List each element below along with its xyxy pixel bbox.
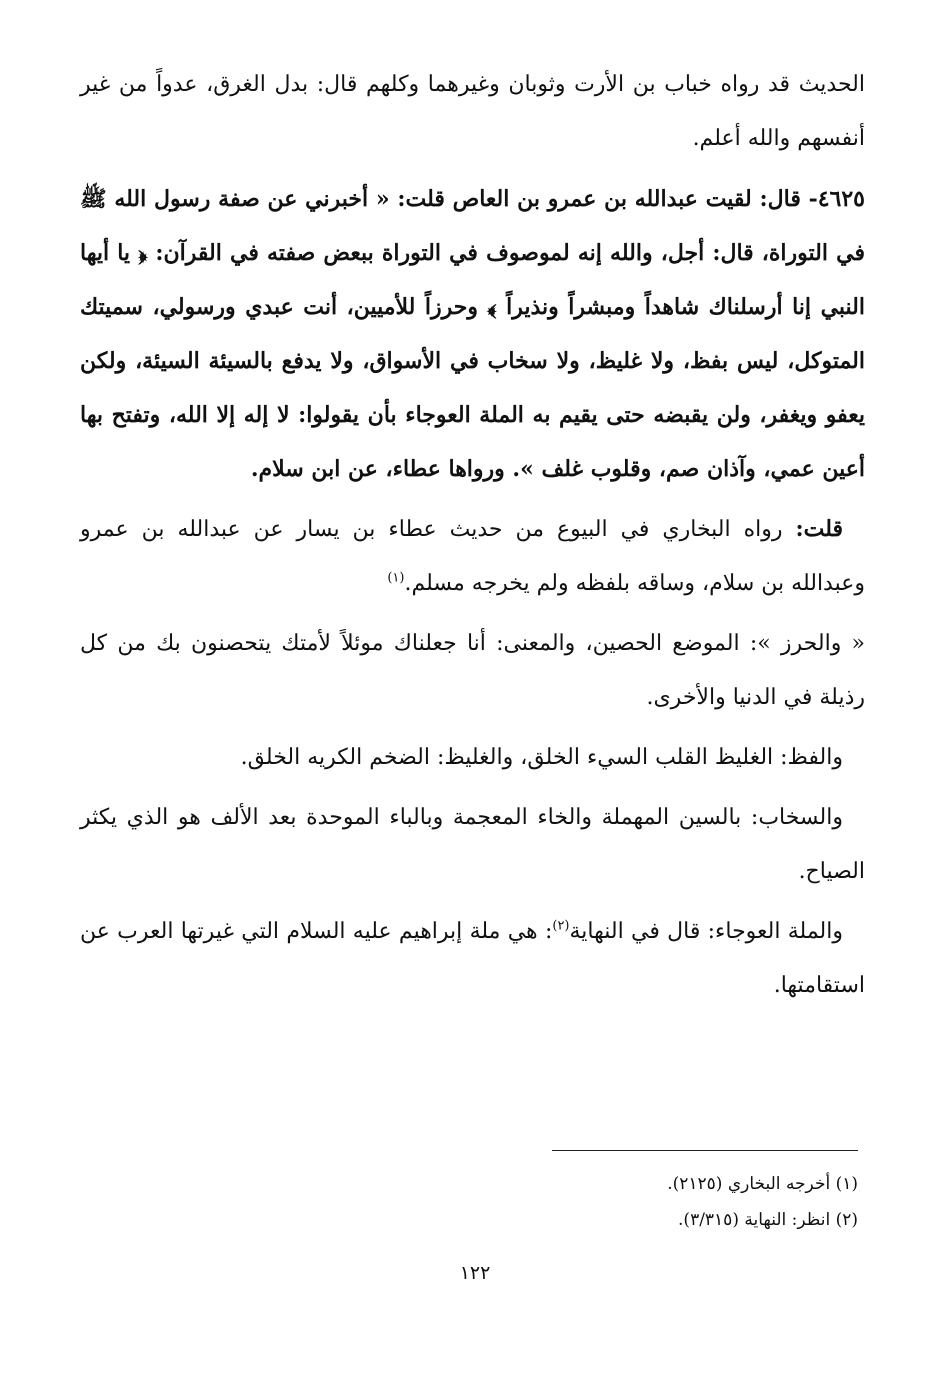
paragraph-1: الحديث قد رواه خباب بن الأرت وثوبان وغيرهما وكلهم قال: بدل الغرق، عدواً من غير أنفسهم والله أعلم. (80, 72, 865, 151)
paragraph-sakhkhab: والسخاب: بالسين المهملة والخاء المعجمة وبالباء الموحدة بعد الألف هو الذي يكثر الصياح. (80, 805, 865, 884)
milla-text-b: : هي ملة إبراهيم عليه السلام التي غيرتها العرب عن استقامتها. (80, 919, 865, 998)
footnote-1: (١) أخرجه البخاري (٢١٢٥). (667, 1174, 858, 1194)
footnote-2: (٢) انظر: النهاية (٣/٣١٥). (678, 1210, 858, 1230)
paragraph-milla (80, 905, 865, 1013)
hadith-4625: ٤٦٢٥- قال: لقيت عبدالله بن عمرو بن العاص قلت: « أخبرني عن صفة رسول الله ﷺ في التوراة، قال: أجل، والله إنه لموصوف في التوراة ببعض صفته في القرآن: ﴿ يا أيها النبي إنا أرسلناك شاهداً ومبشراً ونذيراً ﴾ وحرزاً للأميين، أنت عبدي ورسولي، سميتك المتوكل، ليس بفظ، ولا غليظ، ولا سخاب في الأسواق، ولا يدفع بالسيئة السيئة، ولكن يعفو ويغفر، ولن يقبضه حتى يقيم به الملة العوجاء بأن يقولوا: لا إله إلا الله، وتفتح بها أعين عمي، وآذان صم، وقلوب غلف ». ورواها عطاء، عن ابن سلام. (80, 186, 865, 482)
footnote-ref-1: (١) (387, 570, 405, 586)
footnotes (358, 1166, 858, 1238)
qult-text: رواه البخاري في البيوع من حديث عطاء بن يسار عن عبدالله بن عمرو وعبدالله بن سلام، وساقه بلفظه ولم يخرجه مسلم. (80, 517, 865, 596)
qult-label: قلت: (795, 516, 843, 542)
page-number: ١٢٢ (459, 1262, 491, 1284)
paragraph-qult (80, 502, 865, 611)
paragraph-fazz: والفظ: الغليظ القلب السيء الخلق، والغليظ: الضخم الكريه الخلق. (240, 745, 843, 770)
page-body (80, 58, 865, 1013)
footnote-separator (552, 1150, 858, 1151)
paragraph-hirz: « والحرز »: الموضع الحصين، والمعنى: أنا جعلناك موئلاً لأمتك يتحصنون بك من كل رذيلة في الدنيا والأخرى. (80, 631, 865, 710)
milla-text-a: والملة العوجاء: قال في النهاية (569, 919, 843, 944)
footnote-ref-2: (٢) (552, 918, 570, 934)
